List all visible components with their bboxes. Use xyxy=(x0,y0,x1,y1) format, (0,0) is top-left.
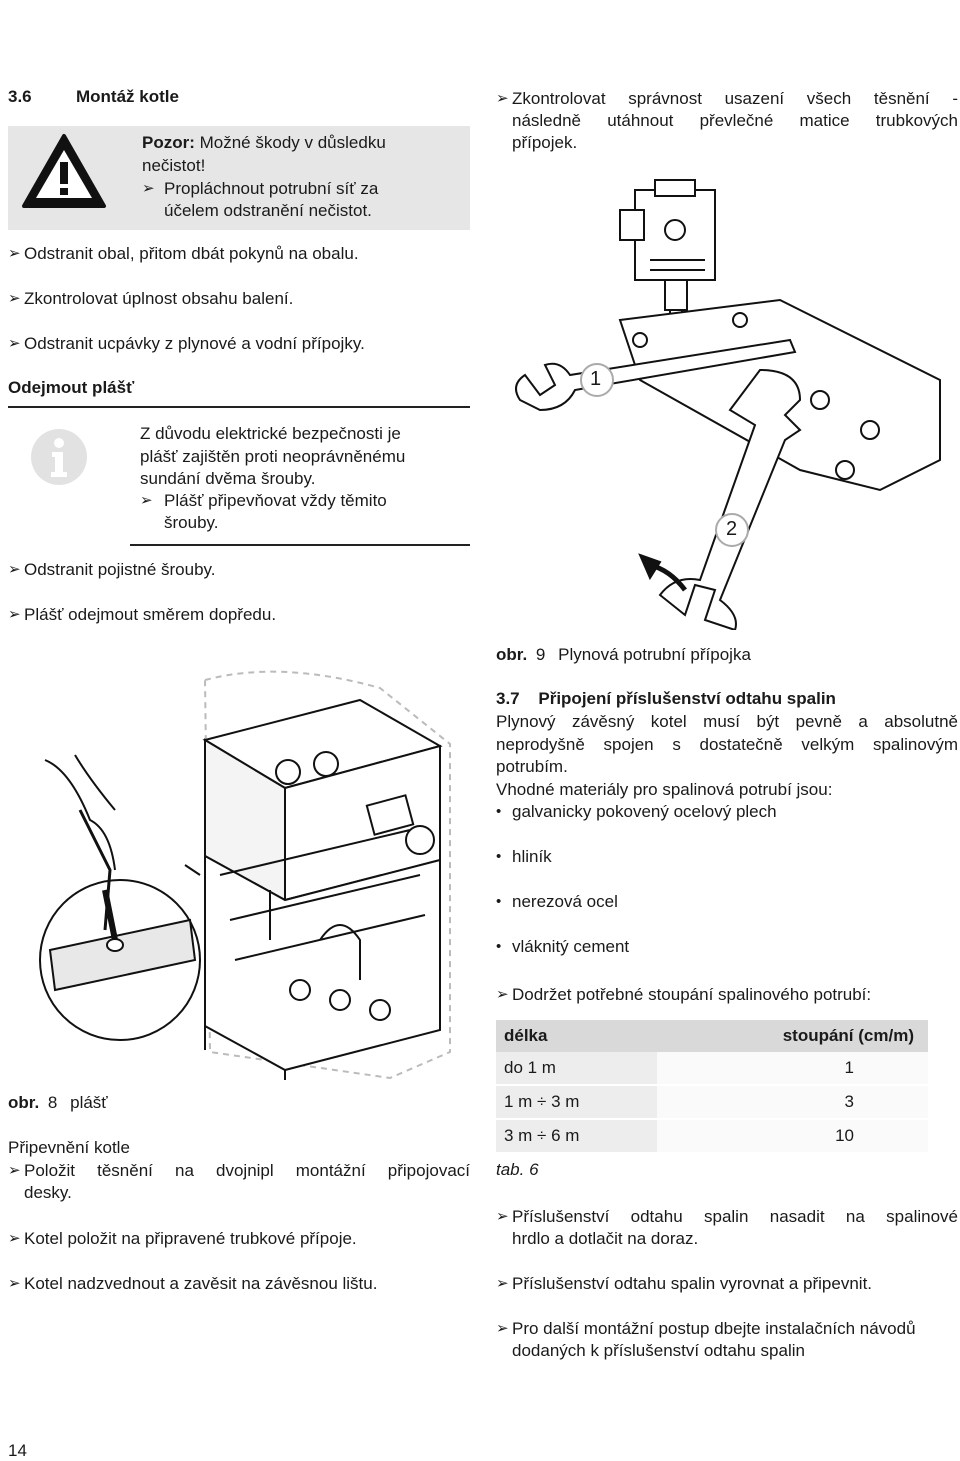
step-item xyxy=(496,1206,958,1250)
table-cell: 10 xyxy=(657,1119,928,1153)
arrow-bullet-icon: ➢ xyxy=(496,1320,509,1337)
step-item xyxy=(496,984,871,1006)
table-label: tab. 6 xyxy=(496,1160,539,1179)
step-text: Zkontrolovat úplnost obsahu balení. xyxy=(24,289,294,308)
info-icon xyxy=(30,428,88,486)
figure-label: obr. xyxy=(8,1093,40,1112)
table-cell: 1 m ÷ 3 m xyxy=(496,1085,657,1119)
arrow-bullet-icon: ➢ xyxy=(8,290,21,307)
info-line: Z důvodu elektrické bezpečnosti je xyxy=(140,424,401,443)
figure-caption-text: Plynová potrubní přípojka xyxy=(558,645,751,664)
table-header: stoupání (cm/m) xyxy=(657,1020,928,1052)
info-bullet-line1: Plášť připevňovat vždy těmito xyxy=(164,491,387,510)
warning-line1 xyxy=(142,132,386,154)
paragraph-line: Vhodné materiály pro spalinová potrubí jsou: xyxy=(496,779,833,799)
figure-number: 8 xyxy=(47,1093,58,1112)
material-item xyxy=(496,936,629,958)
warning-bullet xyxy=(142,178,378,222)
info-bullet xyxy=(140,490,387,534)
paragraph xyxy=(496,711,958,801)
warning-triangle-icon xyxy=(20,132,108,210)
step-text: Položit těsnění na dvojnipl montážní připojovací xyxy=(24,1161,470,1180)
info-line: sundání dvěma šrouby. xyxy=(140,469,316,488)
step-item xyxy=(8,288,293,310)
step-item xyxy=(8,1228,357,1250)
material-text: vláknitý cement xyxy=(512,937,630,956)
step-text: Příslušenství odtahu spalin nasadit na spalinové xyxy=(512,1207,958,1226)
arrow-bullet-icon: ➢ xyxy=(142,180,155,197)
step-text: Příslušenství odtahu spalin vyrovnat a připevnit. xyxy=(512,1274,873,1293)
bullet-dot-icon: • xyxy=(496,848,502,865)
step-item xyxy=(8,604,276,626)
warning-bullet-line1: Propláchnout potrubní síť za xyxy=(164,179,379,198)
step-item xyxy=(8,1160,470,1204)
material-text: hliník xyxy=(512,847,552,866)
section-title: Připojení příslušenství odtahu spalin xyxy=(538,689,836,708)
table-cell: 3 xyxy=(657,1085,928,1119)
mount-heading: Připevnění kotle xyxy=(8,1138,130,1157)
material-text: nerezová ocel xyxy=(512,892,618,911)
arrow-bullet-icon: ➢ xyxy=(496,986,509,1003)
page-number: 14 xyxy=(8,1441,27,1460)
step-text: hrdlo a dotlačit na doraz. xyxy=(512,1229,699,1248)
arrow-bullet-icon: ➢ xyxy=(140,492,153,509)
arrow-bullet-icon: ➢ xyxy=(496,1275,509,1292)
material-text: galvanicky pokovený ocelový plech xyxy=(512,802,777,821)
bullet-dot-icon: • xyxy=(496,803,502,820)
figure-8-caption xyxy=(8,1093,108,1113)
warning-label: Pozor: xyxy=(142,133,195,152)
step-item xyxy=(8,333,365,355)
step-item xyxy=(8,559,216,581)
divider xyxy=(130,544,470,546)
material-item xyxy=(496,891,618,913)
arrow-bullet-icon: ➢ xyxy=(8,1162,21,1179)
section-3-7-heading xyxy=(496,689,836,709)
arrow-bullet-icon: ➢ xyxy=(8,1275,21,1292)
table-row xyxy=(496,1119,928,1153)
table-row xyxy=(496,1085,928,1119)
step-text: Odstranit obal, přitom dbát pokynů na obalu. xyxy=(24,244,359,263)
step-item xyxy=(496,1273,872,1295)
paragraph-line: Plynový závěsný kotel musí být pevně a absolutně xyxy=(496,712,958,731)
section-title: Montáž kotle xyxy=(76,87,179,106)
callout-2: 2 xyxy=(726,518,738,540)
material-item xyxy=(496,801,777,823)
info-line: plášť zajištěn proti neoprávněnému xyxy=(140,446,406,466)
table-cell: 3 m ÷ 6 m xyxy=(496,1119,657,1153)
callout-1: 1 xyxy=(590,368,602,390)
paragraph-line: potrubím. xyxy=(496,757,568,776)
arrow-bullet-icon: ➢ xyxy=(8,245,21,262)
check-step xyxy=(496,88,958,154)
check-line: Zkontrolovat správnost usazení všech těsnění - xyxy=(512,89,958,108)
boiler-casing-figure xyxy=(20,660,470,1080)
step-text: Odstranit pojistné šrouby. xyxy=(24,560,216,579)
arrow-bullet-icon: ➢ xyxy=(8,335,21,352)
subheading: Odejmout plášť xyxy=(8,378,135,397)
step-text: Kotel nadzvednout a zavěsit na závěsnou lištu. xyxy=(24,1274,378,1293)
warning-text: Možné škody v důsledku xyxy=(194,133,386,152)
figure-number: 9 xyxy=(535,645,546,664)
arrow-bullet-icon: ➢ xyxy=(8,1230,21,1247)
material-item xyxy=(496,846,552,868)
slope-table xyxy=(496,1020,928,1154)
figure-label: obr. xyxy=(496,645,528,664)
arrow-bullet-icon: ➢ xyxy=(8,606,21,623)
table-header: délka xyxy=(496,1020,657,1052)
arrow-bullet-icon: ➢ xyxy=(496,90,509,107)
info-bullet-line2: šrouby. xyxy=(164,513,219,532)
step-text: Odstranit ucpávky z plynové a vodní přípojky. xyxy=(24,334,365,353)
bullet-dot-icon: • xyxy=(496,938,502,955)
step-item xyxy=(8,243,359,265)
arrow-bullet-icon: ➢ xyxy=(496,1208,509,1225)
bullet-dot-icon: • xyxy=(496,893,502,910)
gas-pipe-connection-figure xyxy=(500,170,960,630)
check-line: přípojek. xyxy=(512,133,578,152)
table-cell: do 1 m xyxy=(496,1052,657,1085)
divider xyxy=(8,406,470,408)
step-item xyxy=(8,1273,377,1295)
step-text: dodaných k příslušenství odtahu spalin xyxy=(512,1341,805,1360)
warning-bullet-line2: účelem odstranění nečistot. xyxy=(164,201,372,220)
step-text: Dodržet potřebné stoupání spalinového potrubí: xyxy=(512,985,872,1004)
table-cell: 1 xyxy=(657,1052,928,1085)
warning-line2: nečistot! xyxy=(142,156,206,175)
table-row xyxy=(496,1052,928,1085)
step-item xyxy=(496,1318,958,1362)
step-text: Plášť odejmout směrem dopředu. xyxy=(24,605,277,624)
info-text xyxy=(140,423,405,491)
section-number: 3.7 xyxy=(496,689,520,708)
check-line: následně utáhnout převlečné matice trubkových xyxy=(512,111,958,130)
step-text: desky. xyxy=(24,1183,72,1202)
section-number: 3.6 xyxy=(8,87,32,106)
step-text: Pro další montážní postup dbejte instalačních návodů xyxy=(512,1319,916,1338)
arrow-bullet-icon: ➢ xyxy=(8,561,21,578)
figure-caption-text: plášť xyxy=(70,1093,108,1112)
paragraph-line: neprodyšně spojen s dostatečně velkým spalinovým xyxy=(496,734,958,754)
figure-9-caption xyxy=(496,645,751,665)
step-text: Kotel položit na připravené trubkové přípoje. xyxy=(24,1229,357,1248)
